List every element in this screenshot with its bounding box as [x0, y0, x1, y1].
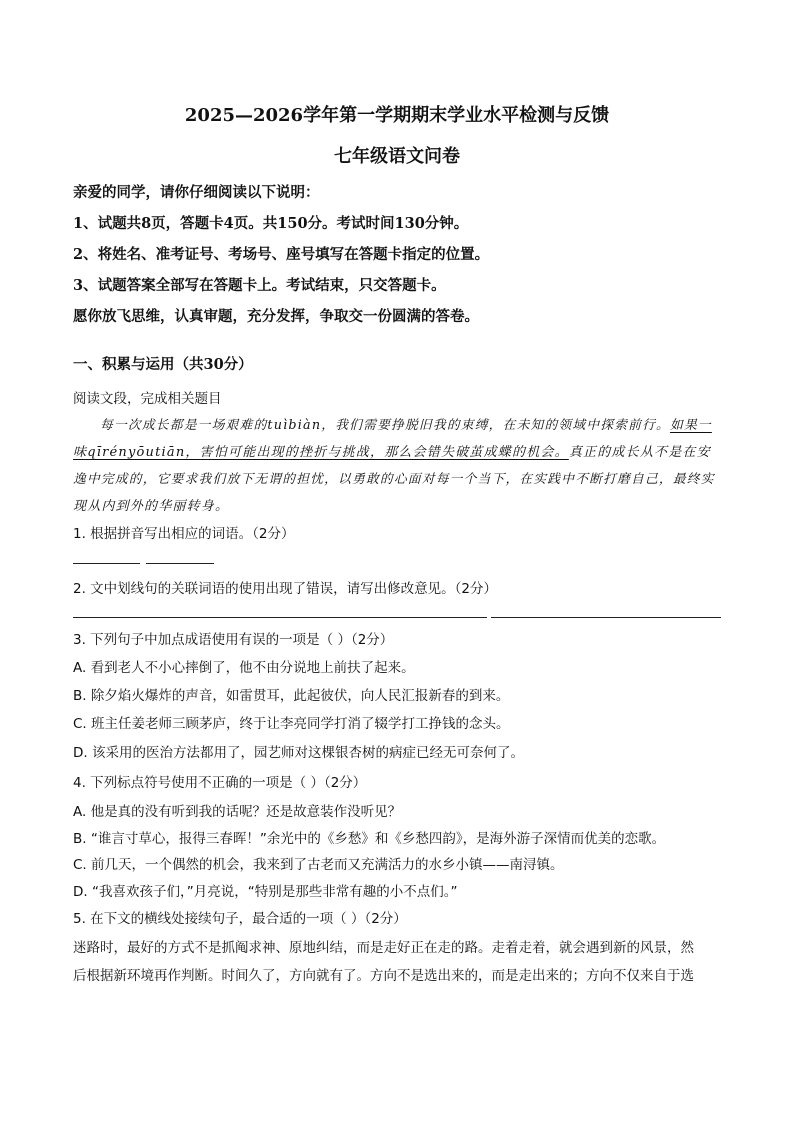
- question-5-stem: 5. 在下文的横线处接续句子，最合适的一项（ ）（2分）: [73, 911, 407, 927]
- question-4-option-a: A. 他是真的没有听到我的话呢？还是故意装作没听见？: [73, 804, 402, 820]
- instructions-closing: 愿你放飞思维，认真审题，充分发挥，争取交一份圆满的答卷。: [73, 308, 479, 325]
- passage-line: [100, 414, 712, 433]
- passage-line: 现从内到外的华丽转身。: [73, 499, 230, 514]
- section-title: 一、积累与运用（共30分）: [73, 356, 253, 373]
- question-2: 2. 文中划线句的关联词语的使用出现了错误，请写出修改意见。（2分）: [73, 581, 498, 597]
- question-5-text: 后根据新环境再作判断。时间久了，方向就有了。方向不是选出来的，而是走出来的；方向不仅来自于选: [73, 968, 694, 984]
- section-intro: 阅读文段，完成相关题目: [73, 391, 222, 407]
- question-3-option-b: B. 除夕焰火爆炸的声音，如雷贯耳，此起彼伏，向人民汇报新春的到来。: [73, 688, 510, 704]
- answer-blank[interactable]: [491, 617, 721, 618]
- question-5-text: 迷路时，最好的方式不是抓阄求神、原地纠结，而是走好正在走的路。走着走着，就会遇到新的风景，然: [73, 940, 694, 956]
- instruction-item: 1、试题共8页，答题卡4页。共150分。考试时间130分钟。: [73, 215, 469, 232]
- passage-text: 真正的成长从不是在安: [568, 445, 711, 460]
- question-4-option-d: D. “我喜欢孩子们，”月亮说，“特别是那些非常有趣的小不点们。”: [73, 884, 458, 900]
- answer-blank[interactable]: [146, 563, 214, 564]
- underlined-sentence: 如果一: [670, 418, 712, 433]
- answer-blank[interactable]: [73, 563, 140, 564]
- instruction-item: 3、试题答案全部写在答题卡上。考试结束，只交答题卡。: [73, 277, 446, 294]
- exam-subtitle: 七年级语文问卷: [334, 146, 460, 167]
- passage-line: [73, 441, 711, 460]
- instructions-greeting: 亲爱的同学，请你仔细阅读以下说明：: [73, 184, 320, 201]
- underlined-sentence: 味qīrényōutiān，害怕可能出现的挫折与挑战，那么会错失破茧成蝶的机会。: [73, 445, 569, 460]
- question-3-stem: 3. 下列句子中加点成语使用有误的一项是（ ）（2分）: [73, 632, 394, 648]
- instruction-item: 2、将姓名、准考证号、考场号、座号填写在答题卡指定的位置。: [73, 246, 490, 263]
- passage-text: 每一次成长都是一场艰难的tuìbiàn，我们需要挣脱旧我的束缚，在未知的领域中探索前行。: [100, 418, 671, 433]
- answer-blank[interactable]: [73, 617, 487, 618]
- passage-line: 逸中完成的，它要求我们放下无谓的担忧，以勇敢的心面对每一个当下，在实践中不断打磨自己，最终实: [73, 472, 715, 487]
- question-4-stem: 4. 下列标点符号使用不正确的一项是（ ）（2分）: [73, 775, 367, 791]
- question-1: 1. 根据拼音写出相应的词语。（2分）: [73, 526, 295, 542]
- question-3-option-d: D. 该采用的医治方法都用了，园艺师对这棵银杏树的病症已经无可奈何了。: [73, 745, 524, 761]
- question-3-option-a: A. 看到老人不小心摔倒了，他不由分说地上前扶了起来。: [73, 660, 415, 676]
- question-3-option-c: C. 班主任姜老师三顾茅庐，终于让李亮同学打消了辍学打工挣钱的念头。: [73, 716, 510, 732]
- exam-title: 2025—2026学年第一学期期末学业水平检测与反馈: [184, 105, 610, 126]
- question-4-option-c: C. 前几天，一个偶然的机会，我来到了古老而又充满活力的水乡小镇——南浔镇。: [73, 857, 564, 873]
- question-4-option-b: B. “谁言寸草心，报得三春晖！”余光中的《乡愁》和《乡愁四韵》，是海外游子深情而优美的恋歌。: [73, 831, 666, 847]
